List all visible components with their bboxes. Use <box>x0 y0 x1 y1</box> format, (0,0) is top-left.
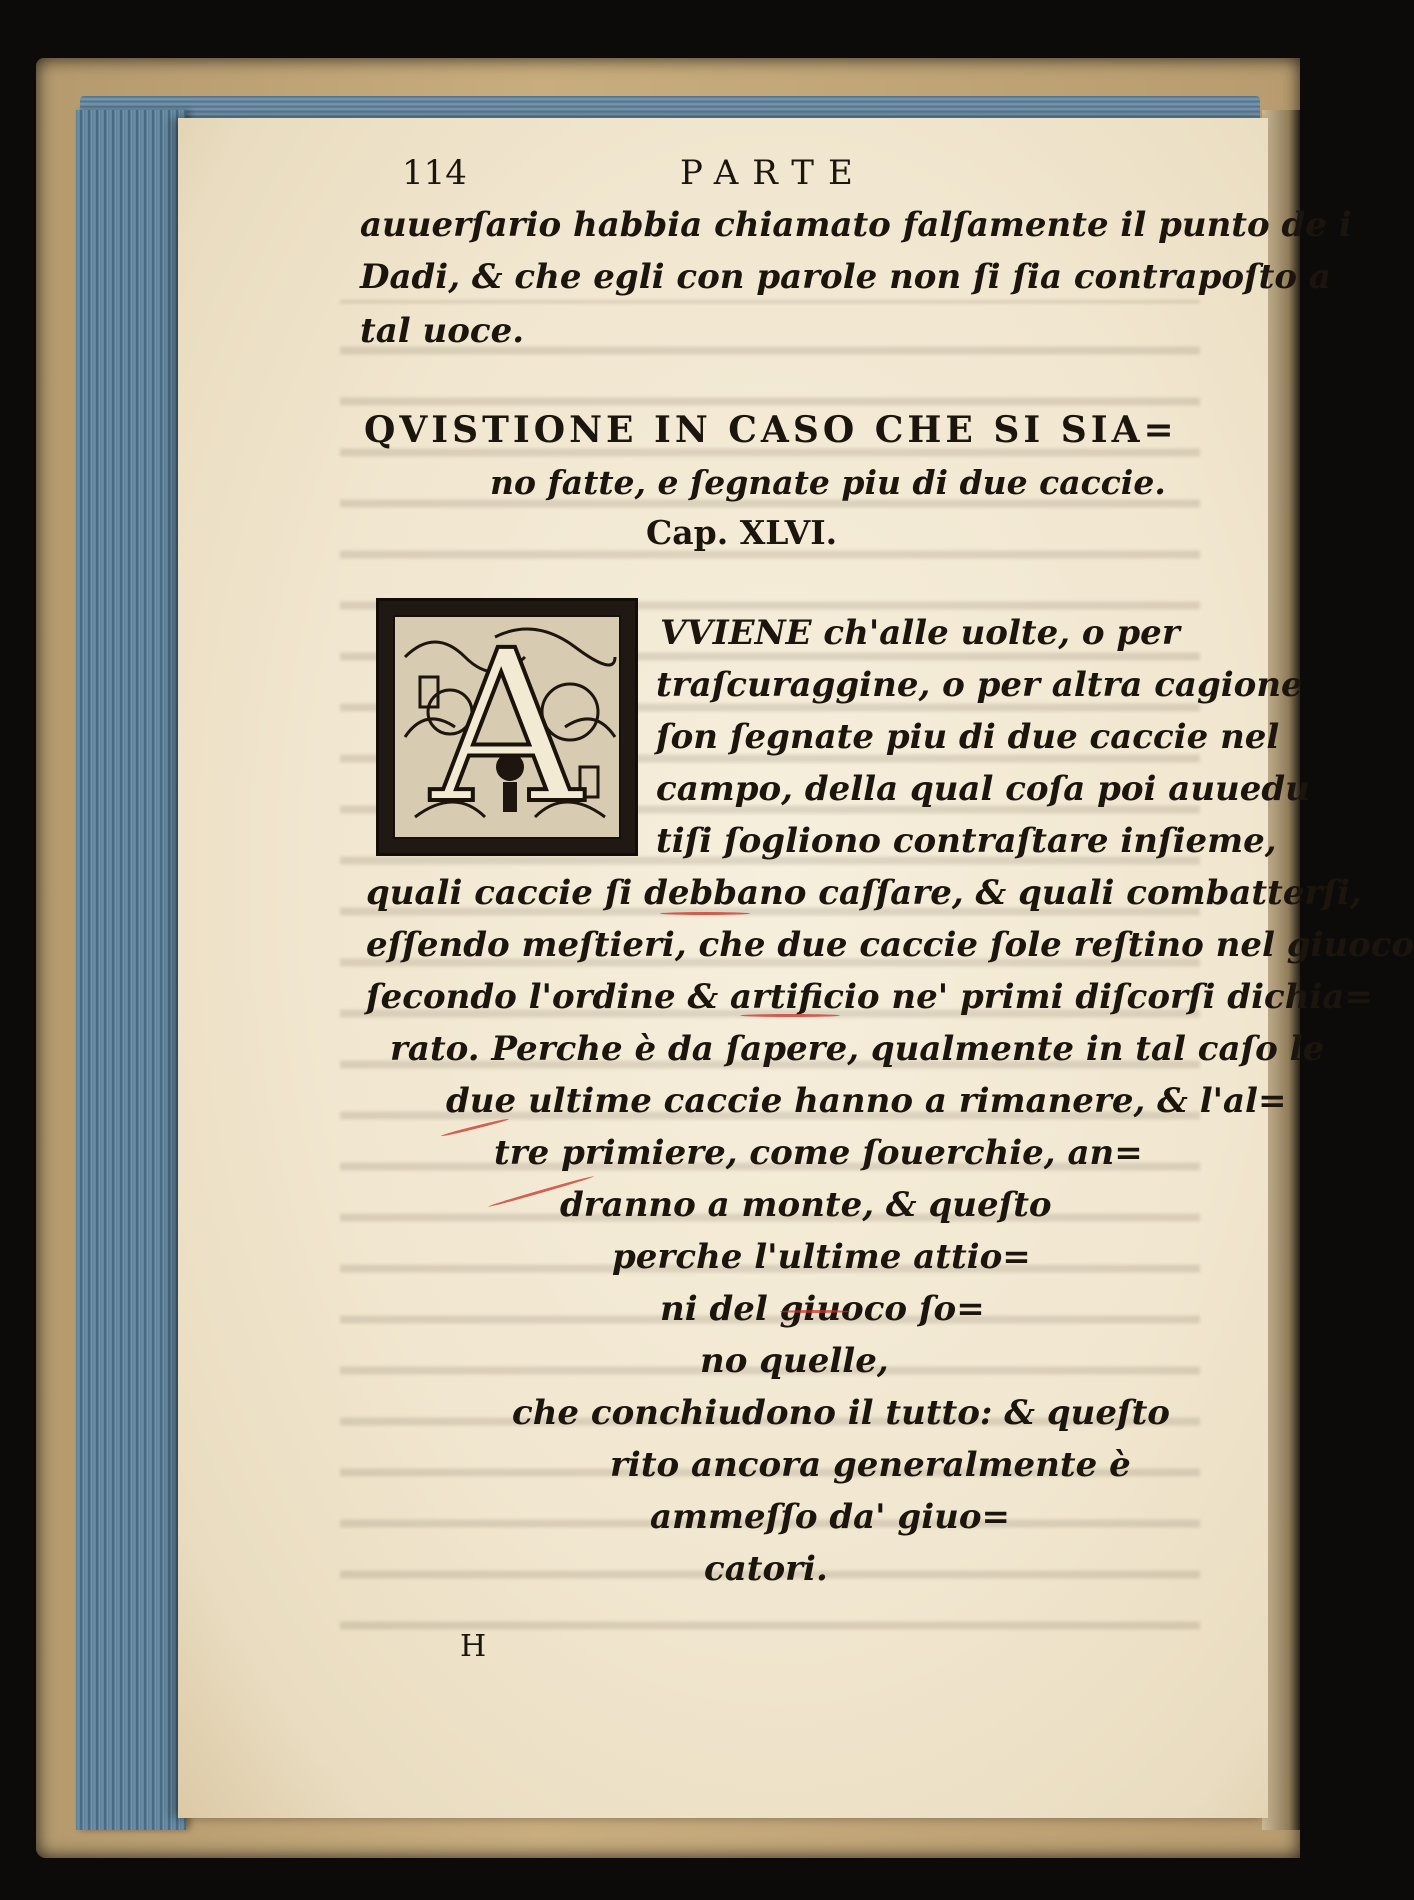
text-line: due ultime caccie hanno a rimanere, & l'al= <box>446 1081 1287 1121</box>
text-line: dranno a monte, & queſto <box>560 1185 1052 1225</box>
text-line: rito ancora generalmente è <box>610 1445 1131 1485</box>
red-underline <box>660 912 750 915</box>
text-line: campo, della qual coſa poi auuedu <box>656 769 1310 809</box>
text-line: tre primiere, come ſouerchie, an= <box>494 1133 1143 1173</box>
page-number: 114 <box>402 153 467 193</box>
page-edges-left <box>76 110 186 1830</box>
signature-mark: H <box>460 1629 487 1664</box>
running-head: PARTE <box>680 153 867 193</box>
text-line: quali caccie ſi debbano caſſare, & quali combatterſi, <box>366 873 1362 913</box>
text-line: Dadi, & che egli con parole non ſi ſia contrapoſto a <box>360 257 1331 297</box>
text-line: che conchiudono il tutto: & queſto <box>512 1393 1170 1433</box>
text-line: rato. Perche è da ſapere, qualmente in tal caſo le <box>390 1029 1325 1069</box>
red-underline <box>780 1310 850 1313</box>
text-line: traſcuraggine, o per altra cagione <box>656 665 1303 705</box>
text-line: ammeſſo da' giuo= <box>650 1497 1011 1537</box>
red-underline <box>740 1014 840 1017</box>
text-line: perche l'ultime attio= <box>612 1237 1031 1277</box>
initial-letter: A <box>431 605 583 850</box>
initial-woodcut <box>393 605 621 850</box>
text-line: tal uoce. <box>360 311 525 351</box>
text-line: no quelle, <box>700 1341 889 1381</box>
chapter-subheading: no fatte, e ſegnate piu di due caccie. <box>490 463 1166 502</box>
text-line: catori. <box>704 1549 828 1589</box>
text-line: eſſendo meſtieri, che due caccie ſole reſtino nel giuoco <box>366 925 1414 965</box>
text-line: ſon ſegnate piu di due caccie nel <box>656 717 1280 757</box>
chapter-heading: QVISTIONE IN CASO CHE SI SIA= <box>364 409 1178 451</box>
text-line: tiſi ſogliono contraſtare inſieme, <box>656 821 1277 861</box>
text-line: auuerſario habbia chiamato falſamente il punto de i <box>360 205 1352 245</box>
text-line: ſecondo l'ordine & artificio ne' primi diſcorſi dichia= <box>366 977 1373 1017</box>
text-line: VVIENE ch'alle uolte, o per <box>660 613 1180 653</box>
chapter-number: Cap. XLVI. <box>646 513 838 552</box>
decorated-initial <box>376 598 638 856</box>
text-line: ni del giuoco ſo= <box>660 1289 985 1329</box>
